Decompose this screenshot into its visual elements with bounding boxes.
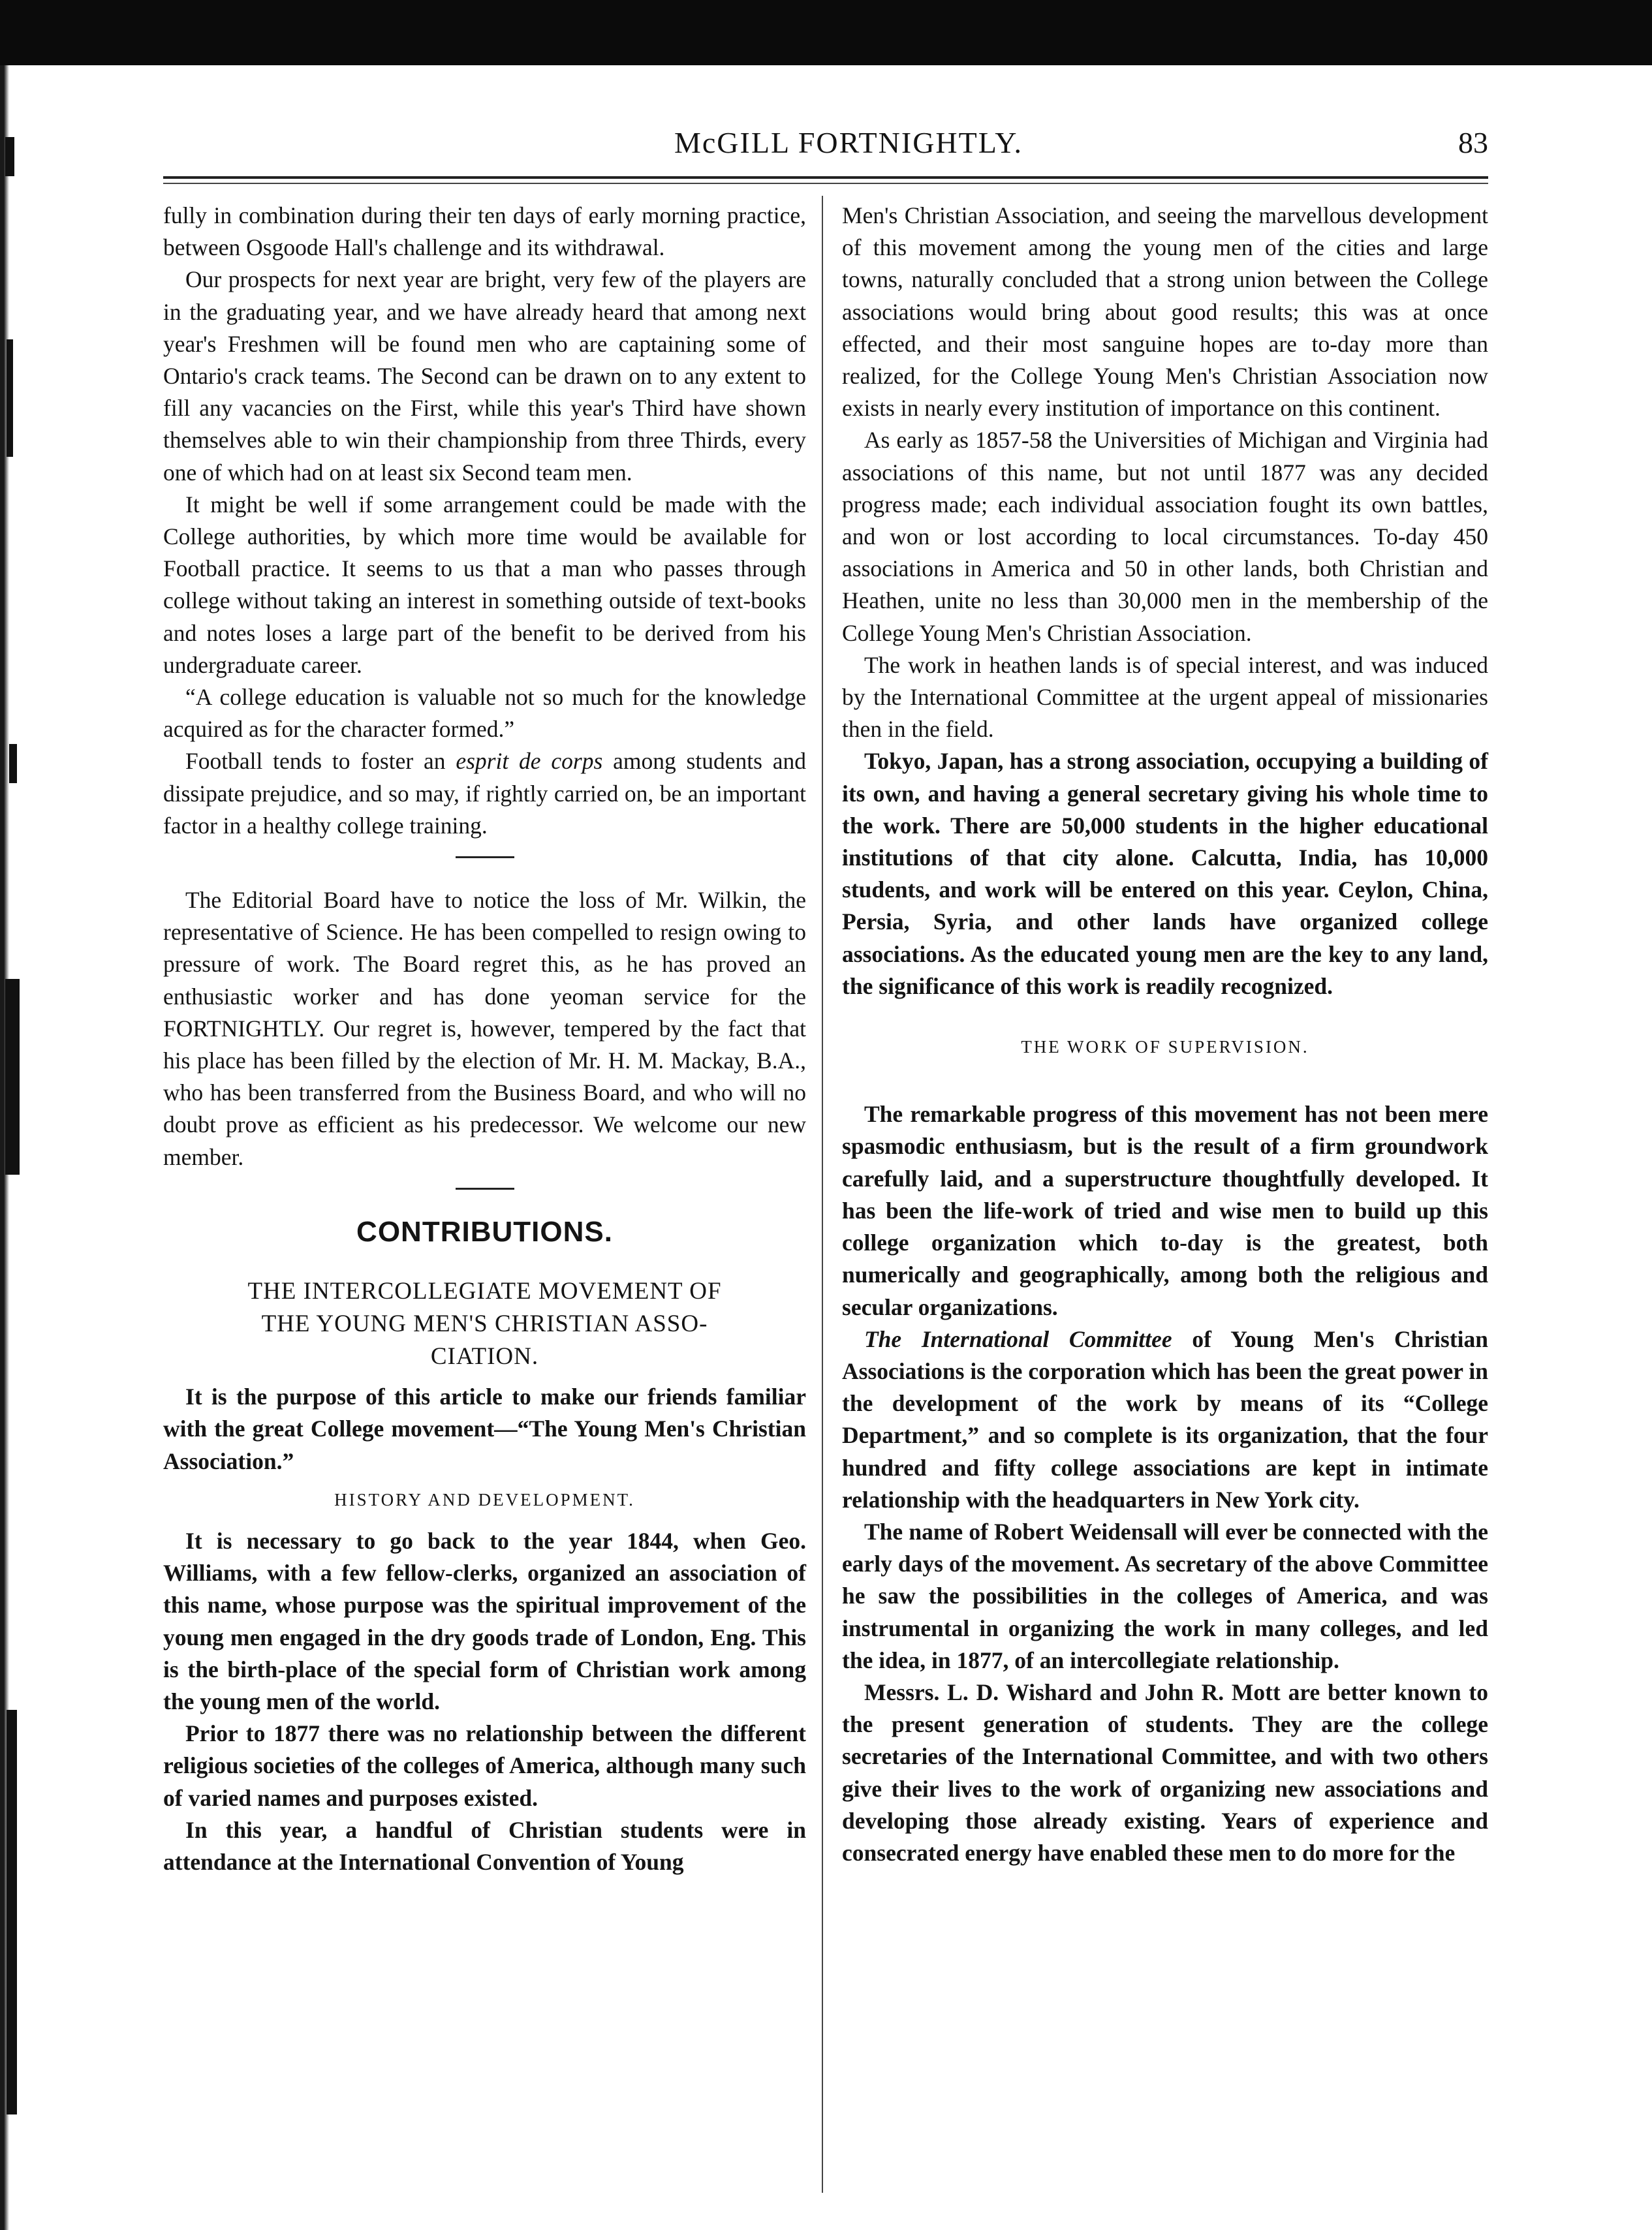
text-run: among students and dissipate prejudice, and so may, if rightly carried on, be an important factor in a healthy college training. <box>163 748 806 839</box>
paragraph <box>163 745 806 842</box>
scan-mark <box>7 339 13 457</box>
scan-mark <box>7 1710 17 2114</box>
paragraph: The work in heathen lands is of special interest, and was induced by the International Committee at the urgent appeal of missionaries then in the field. <box>842 651 1488 743</box>
page-number: 83 <box>1458 126 1488 159</box>
column-divider <box>822 196 823 2193</box>
paragraph: The name of Robert Weidensall will ever be connected with the early days of the movement. As secretary of the above Committee he saw the possibilities in the colleges of America, and was instrumental in organizing the work in many colleges, and led the idea, in 1877, of an intercollegiate relationship. <box>842 1518 1488 1673</box>
subheading: HISTORY AND DEVELOPMENT. <box>334 1489 635 1510</box>
paragraph: The Editorial Board have to notice the loss of Mr. Wilkin, the representative of Science. He has been compelled to resign owing to pressure of work. The Board regret this, as he has proved an enthusiastic worker and has done yeoman service for the FORTNIGHTLY. Our regret is, however, tempered by the fact that his place has been filled by the election of Mr. H. M. Mackay, B.A., who has been transferred from the Business Board, and who will no doubt prove as efficient as his predecessor. We welcome our new member. <box>163 887 806 1170</box>
italic-phrase: The International Committee <box>864 1325 1172 1352</box>
paragraph <box>842 1324 1488 1516</box>
paragraph: In this year, a handful of Christian students were in attendance at the International Convention of Young <box>163 1816 806 1875</box>
header-rule <box>163 176 1488 179</box>
paragraph: Men's Christian Association, and seeing the marvellous development of this movement among the young men of the cities and large towns, naturally concluded that a strong union between the College associations would bring about good results; this was at once effected, and their most sanguine hopes are to-day more than realized, for the College Young Men's Christian Association now exists in nearly every institution of importance on this continent. <box>842 202 1488 422</box>
right-column <box>842 200 1488 1869</box>
section-separator <box>456 856 514 858</box>
paragraph: Messrs. L. D. Wishard and John R. Mott are better known to the present generation of students. They are the college secretaries of the International Committee, and with two others give their lives to the work of organizing new associations and developing those already existing. Years of experience and consecrated energy have enabled these men to do more for the <box>842 1679 1488 1866</box>
scan-mark <box>5 137 14 176</box>
article-title-line: CIATION. <box>430 1343 539 1371</box>
article-title <box>163 1275 806 1373</box>
subheading: THE WORK OF SUPERVISION. <box>1021 1037 1309 1057</box>
quotation: “A college education is valuable not so much for the knowledge acquired as for the character formed.” <box>163 684 806 743</box>
article-title-line: THE INTERCOLLEGIATE MOVEMENT OF <box>247 1278 722 1305</box>
italic-phrase: esprit de corps <box>456 748 603 775</box>
paragraph: Prior to 1877 there was no relationship between the different religious societies of the colleges of America, although many such of varied names and purposes existed. <box>163 1720 806 1811</box>
scan-mark <box>5 979 20 1175</box>
scan-top-border <box>0 0 1652 65</box>
paragraph: Tokyo, Japan, has a strong association, occupying a building of its own, and having a general secretary giving his whole time to the work. There are 50,000 students in the higher educational institutions of that city alone. Calcutta, India, has 10,000 students, and work will be entered on this year. Ceylon, China, Persia, Syria, and other lands have organized college associations. As the educated young men are the key to any land, the significance of this work is readily recognized. <box>842 748 1488 999</box>
paragraph: It might be well if some arrangement could be made with the College authorities, by which more time would be available for Football practice. It seems to us that a man who passes through college without taking an interest in something outside of text-books and notes loses a large part of the benefit to be derived from his undergraduate career. <box>163 491 806 678</box>
text-run: of Young Men's Christian Associations is the corporation which has been the great power in the development of the work by means of its “College Department,” and so complete is its organization, that the four hundred and fifty college associations are kept in intimate relationship with the headquarters in New York city. <box>842 1325 1489 1513</box>
scan-mark <box>9 744 17 783</box>
running-title: McGILL FORTNIGHTLY. <box>674 126 1023 159</box>
left-column <box>163 200 806 1878</box>
paragraph: As early as 1857-58 the Universities of Michigan and Virginia had associations of this name, but not until 1877 was any decided progress made; each individual association fought its own battles, and won or lost according to local circumstances. To-day 450 associations in America and 50 in other lands, both Christian and Heathen, unite no less than 30,000 men in the membership of the College Young Men's Christian Association. <box>842 427 1488 646</box>
section-separator <box>456 1188 514 1190</box>
page-header <box>163 125 1488 184</box>
paragraph: fully in combination during their ten days of early morning practice, between Osgoode Hall's challenge and its withdrawal. <box>163 202 806 261</box>
article-title-line: THE YOUNG MEN'S CHRISTIAN ASSO- <box>261 1310 708 1338</box>
text-run: Football tends to foster an <box>185 748 456 775</box>
header-rule-thin <box>163 183 1488 184</box>
paragraph: It is the purpose of this article to make our friends familiar with the great College movement—“The Young Men's Christian Association.” <box>163 1384 806 1474</box>
section-heading: CONTRIBUTIONS. <box>356 1215 613 1248</box>
paragraph: The remarkable progress of this movement has not been mere spasmodic enthusiasm, but is the result of a firm groundwork carefully laid, and a superstructure thoughtfully developed. It has been the life-work of tried and wise men to build up this college organization which to-day is the greatest, both numerically and geographically, among both the religious and secular organizations. <box>842 1101 1488 1320</box>
paragraph: It is necessary to go back to the year 1844, when Geo. Williams, with a few fellow-clerks, organized an association of this name, whose purpose was the spiritual improvement of the young men engaged in the dry goods trade of London, Eng. This is the birth-place of the special form of Christian work among the young men of the world. <box>163 1527 806 1714</box>
paragraph: Our prospects for next year are bright, very few of the players are in the graduating year, and we have already heard that among next year's Freshmen will be found men who are captaining some of Ontario's crack teams. The Second can be drawn on to any extent to fill any vacancies on the First, while this year's Third have shown themselves able to win their championship from three Thirds, every one of which had on at least six Second team men. <box>163 266 806 486</box>
